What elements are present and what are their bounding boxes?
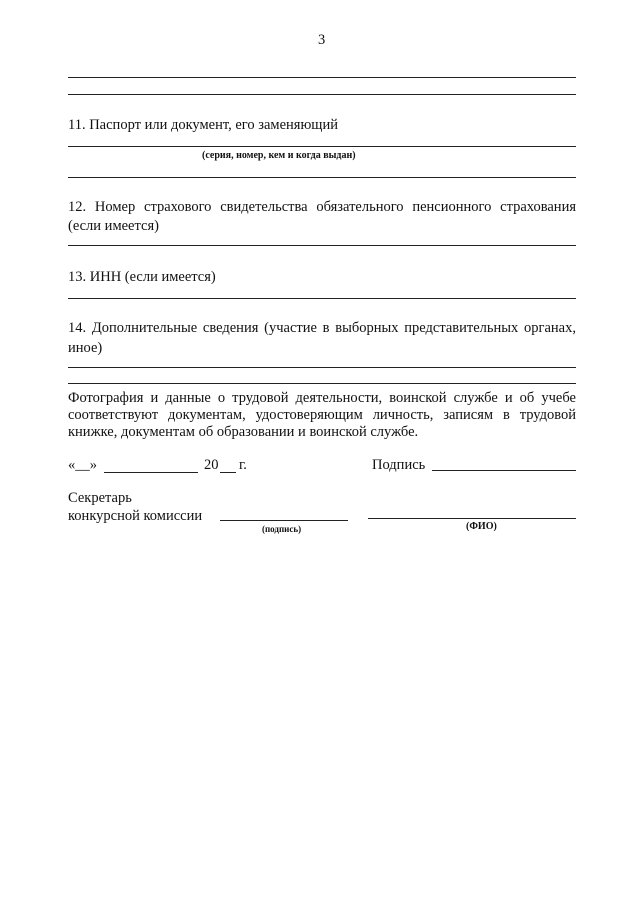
confirmation-line-2: соответствуют документам, удостоверяющим личность, записям в трудовой xyxy=(68,407,576,423)
secretary-name-field[interactable] xyxy=(368,518,576,519)
date-day: «__» xyxy=(68,457,97,473)
date-year-field[interactable] xyxy=(220,472,236,473)
pension-cert-label-1: 12. Номер страхового свидетельства обязательного пенсионного страхования xyxy=(68,199,576,215)
confirmation-line-3: книжке, документам об образовании и воинской службе. xyxy=(68,424,419,440)
inn-label: 13. ИНН (если имеется) xyxy=(68,269,216,285)
date-year-prefix: 20 xyxy=(204,457,219,473)
blank-line-top-2[interactable] xyxy=(68,94,576,95)
secretary-name-hint: (ФИО) xyxy=(466,521,497,532)
additional-info-label-1: 14. Дополнительные сведения (участие в выборных представительных органах, xyxy=(68,320,576,336)
signature-field[interactable] xyxy=(432,470,576,471)
additional-info-field-2[interactable] xyxy=(68,383,576,384)
blank-line-top-1[interactable] xyxy=(68,77,576,78)
passport-hint: (серия, номер, кем и когда выдан) xyxy=(202,150,356,161)
signature-label: Подпись xyxy=(372,457,426,473)
date-year-suffix: г. xyxy=(239,457,247,473)
date-month-field[interactable] xyxy=(104,472,198,473)
pension-cert-field[interactable] xyxy=(68,245,576,246)
inn-field[interactable] xyxy=(68,298,576,299)
passport-field[interactable] xyxy=(68,146,576,147)
commission-label: конкурсной комиссии xyxy=(68,508,203,524)
additional-info-field-1[interactable] xyxy=(68,367,576,368)
page-number: 3 xyxy=(318,32,326,48)
secretary-signature-field[interactable] xyxy=(220,520,348,521)
confirmation-line-1: Фотография и данные о трудовой деятельности, воинской службе и об учебе xyxy=(68,390,576,406)
passport-field-2[interactable] xyxy=(68,177,576,178)
passport-label: 11. Паспорт или документ, его заменяющий xyxy=(68,117,338,133)
pension-cert-label-2: (если имеется) xyxy=(68,218,159,234)
secretary-title: Секретарь xyxy=(68,490,132,506)
secretary-signature-hint: (подпись) xyxy=(262,524,302,534)
additional-info-label-2: иное) xyxy=(68,340,103,356)
